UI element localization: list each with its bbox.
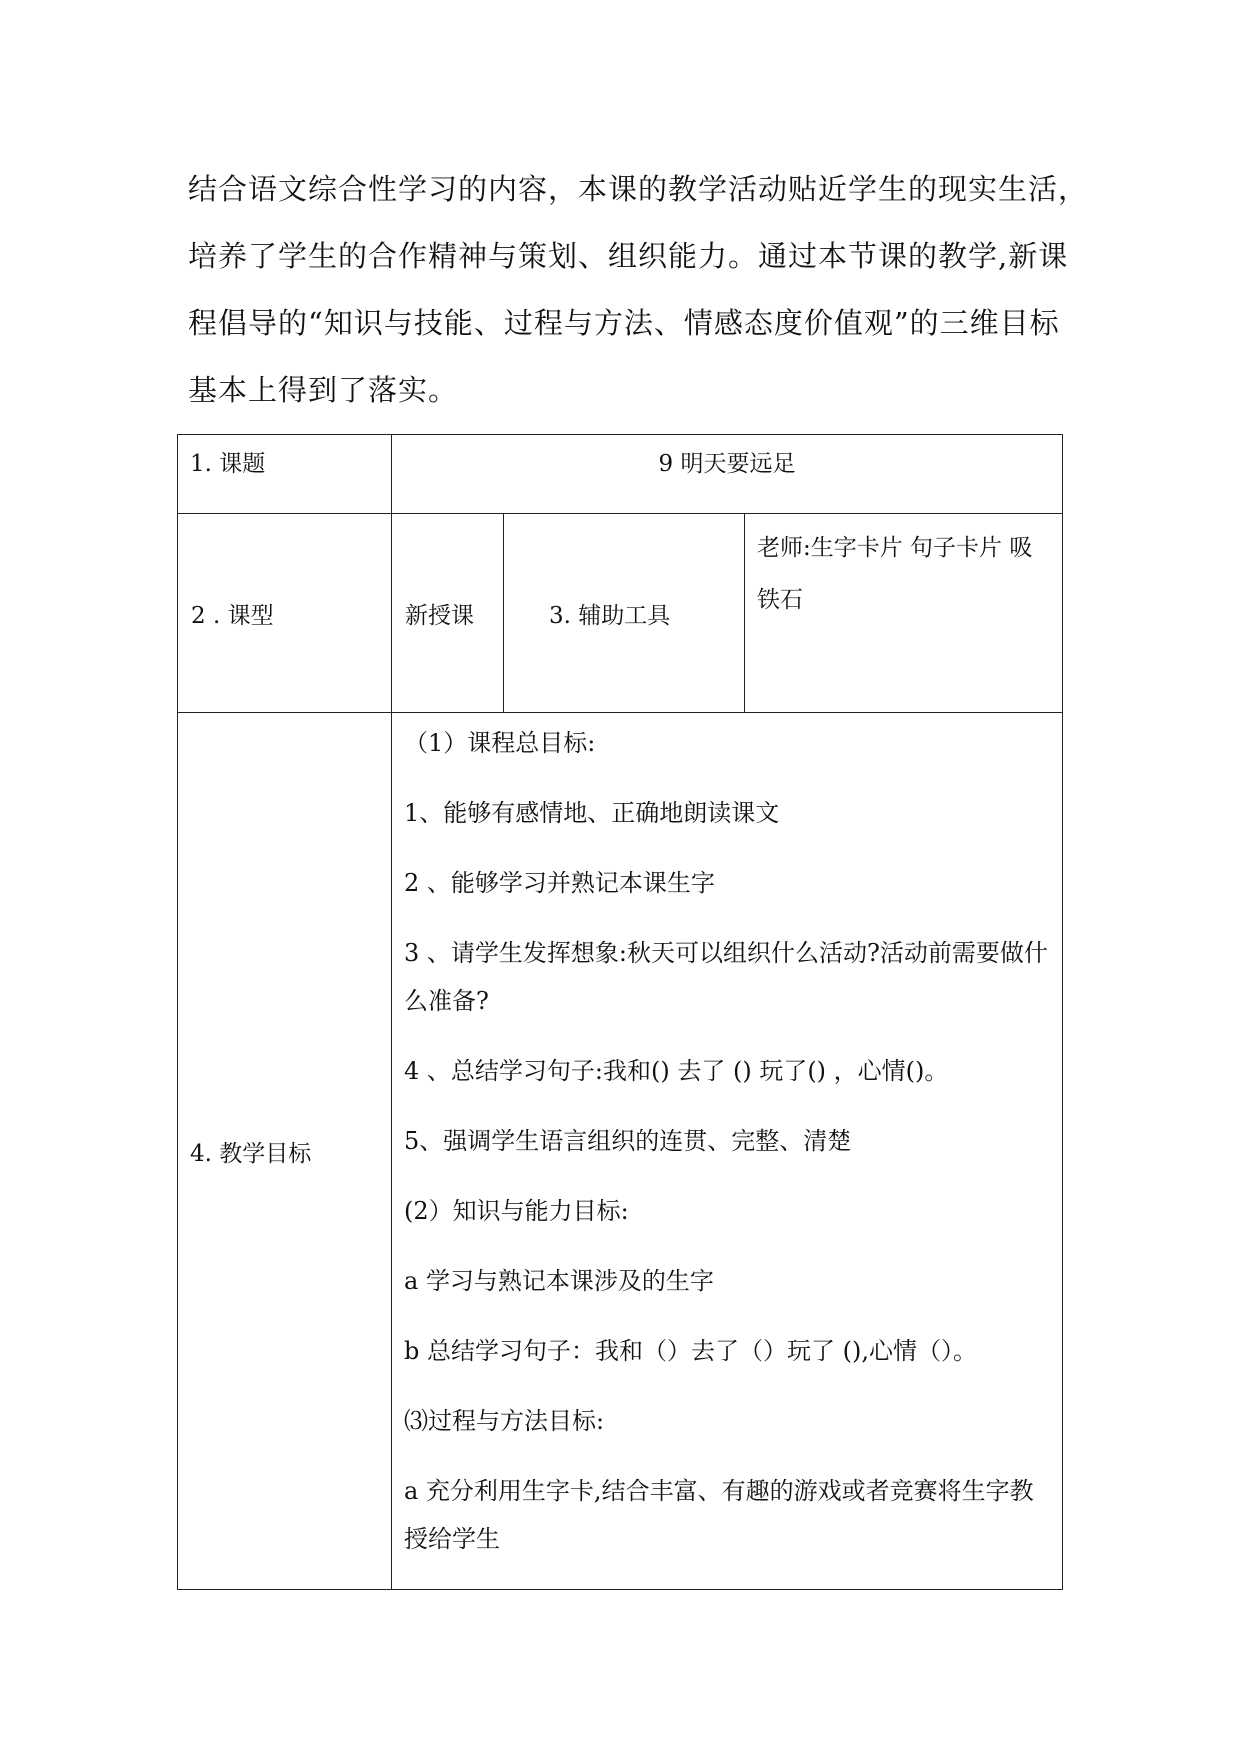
goals-label: 4. 教学目标 [178, 713, 392, 1590]
intro-line: 程倡导的“知识与技能、过程与方法、情感态度价值观”的三维目标 [188, 306, 1060, 340]
table-row [178, 713, 1063, 1590]
lesson-type-label: 2 . 课型 [178, 514, 392, 713]
goal-item: 4 、总结学习句子:我和() 去了 () 玩了() ，心情()。 [404, 1057, 949, 1085]
lesson-plan-table [177, 434, 1063, 1590]
goal-item: a 充分利用生字卡,结合丰富、有趣的游戏或者竞赛将生字教授给学生 [404, 1477, 1034, 1553]
intro-line: 结合语文综合性学习的内容，本课的教学活动贴近学生的现实生活， [188, 172, 1089, 206]
goal-item: 2 、能够学习并熟记本课生字 [404, 869, 715, 897]
lesson-title-label: 1. 课题 [178, 435, 392, 514]
tools-value: 老师:生字卡片 句子卡片 吸铁石 [745, 514, 1063, 713]
goal-item: 3 、请学生发挥想象:秋天可以组织什么活动?活动前需要做什么准备? [404, 939, 1048, 1015]
intro-line: 培养了学生的合作精神与策划、组织能力。通过本节课的教学,新课 [188, 239, 1069, 273]
table-row [178, 514, 1063, 713]
intro-line: 基本上得到了落实。 [188, 373, 459, 407]
goal-item: a 学习与熟记本课涉及的生字 [404, 1267, 714, 1295]
lesson-type-value: 新授课 [392, 514, 504, 713]
goals-list [392, 713, 1063, 1590]
table-row [178, 435, 1063, 514]
lesson-title-value: 9 明天要远足 [392, 435, 1063, 514]
goal-item: 1、能够有感情地、正确地朗读课文 [404, 799, 780, 827]
goal-item: ⑶过程与方法目标: [404, 1407, 605, 1435]
tools-label: 3. 辅助工具 [504, 514, 745, 713]
intro-paragraph [188, 156, 1089, 424]
goal-item: b 总结学习句子：我和（）去了（）玩了 (),心情（）。 [404, 1337, 977, 1365]
goal-item: (2）知识与能力目标: [404, 1197, 629, 1225]
goal-item: 5、强调学生语言组织的连贯、完整、清楚 [404, 1127, 852, 1155]
goal-item: （1）课程总目标: [404, 729, 596, 757]
